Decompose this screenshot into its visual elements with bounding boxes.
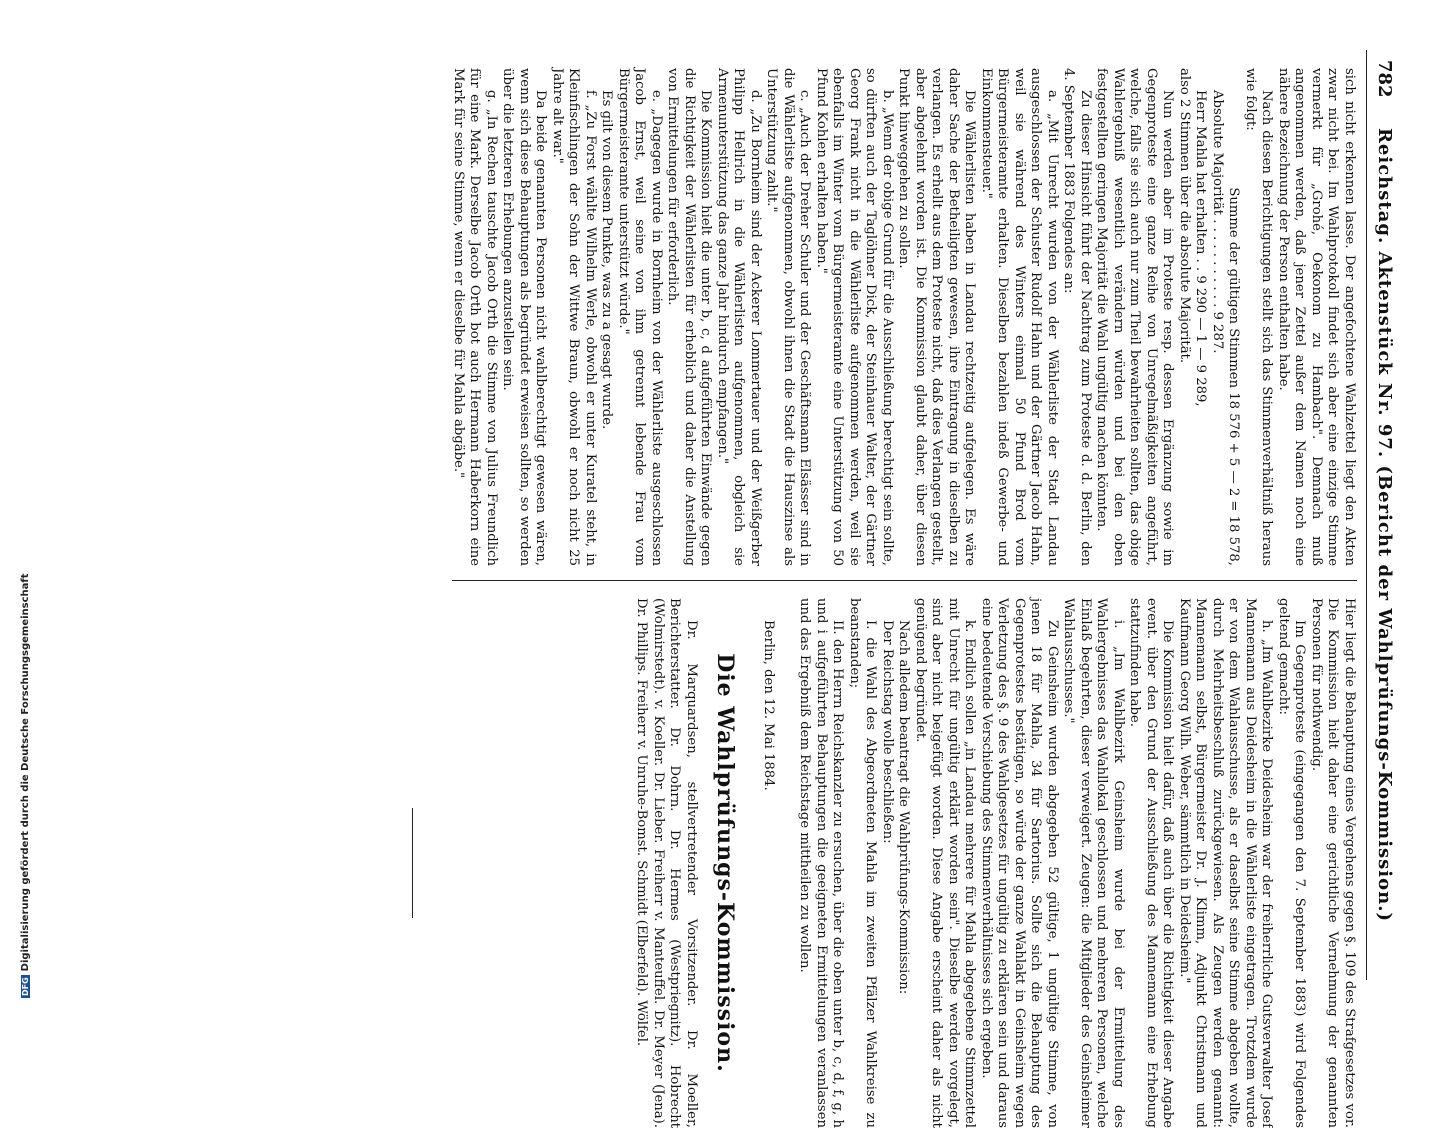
paragraph: Es gilt von diesem Punkte, was zu a gesagt wurde.	[599, 90, 615, 430]
paragraph: sich nicht erkennen lasse. Der angefochtene Wahlzettel liegt den Akten zwar nicht bei. Im Wahlprotokoll findet sich aber eine einzige Stimme vermerkt für „Grohé, Oekonom zu Hambach". Demnach muß angenommen werden, daß jener Zettel außer dem Namen noch eine nähere Bezeichnung der Person enthalten habe.	[1276, 68, 1357, 566]
paragraph: Da beide genannten Personen nicht wahlberechtigt gewesen wären, wenn sich diese Behauptungen als begründet erweisen sollten, so werden über die letzteren Erhebungen anzustellen sein.	[500, 68, 549, 566]
paragraph: Die Kommission hielt dafür, daß auch über die Richtigkeit dieser Angabe event. über den Grund der Ausschließung des Mannemann eine Erhebung stattzufinden habe.	[1127, 598, 1176, 1128]
paragraph: Zu Geinsheim wurden abgegeben 52 gültige, 1 ungültige Stimme, von jenen 18 für Mahla, 34 für Sartorius. Sollte sich die Behauptung des Gegenprotestes bestätigen, so würde der ganze Wahlakt in Geinsheim wegen Verletzung des §. 9 des Wahlgesetzes für ungültig zu erklären sein und daraus eine bedeutende Verschiebung des Stimmenverhältnisses sich ergeben.	[979, 598, 1060, 1128]
paragraph: h. „Im Wahlbezirke Deidesheim war der freiherrliche Gutsverwalter Josef Mannemann aus Deidesheim in die Wählerliste eingetragen. Trotzdem wurde er von dem Wahlausschusse, als er daselbst seine Stimme abgeben wollte, durch Mehrheitsbeschluß zurückgewiesen. Als Zeugen werden genannt: Mannemann selbst, Bürgermeister Dr. J. Klimm, Adjunkt Christmann und Kaufmann Georg Wilh. Weber, sämmtlich in Deidesheim."	[1177, 598, 1275, 1128]
calc-line: Summe der gültigen Stimmen 18 576 + 5 — 2 = 18 578,	[1226, 187, 1242, 566]
paragraph: c. „Auch der Dreher Schuler und der Geschäftsmann Elsässer sind in die Wählerliste aufgenommen, obwohl ihnen die Stadt die Hauszinse als Unterstützung zahlt."	[764, 68, 813, 566]
paragraph: Der Reichstag wolle beschließen:	[880, 620, 895, 844]
resolution-item: I. die Wahl des Abgeordneten Mahla im zweiten Pfälzer Wahlkreise zu beanstanden;	[847, 598, 879, 1128]
paragraph: Nach alledem beantragt die Wahlprüfungs-Kommission:	[896, 620, 912, 995]
left-column	[450, 68, 1358, 566]
page-header	[1365, 60, 1395, 990]
date-line: Berlin, den 12. Mai 1884.	[761, 620, 776, 791]
paragraph: Nun werden aber im Proteste resp. dessen Ergänzung sowie im Gegenproteste eine ganze Reihe von Unregelmäßigkeiten angeführt, welche, falls sie sich auch nur zum Theil bewahrheiten sollten, das obige Wahlergebniß wesentlich verändern würden und bei den oben festgestellten geringen Majorität die Wahl ungültig machen könnten.	[1094, 68, 1176, 566]
paragraph: g. „In Rechen tauschte Jacob Orth die Stimme von Julius Freundlich für eine Mark. Derselbe Jacob Orth bot auch Hermann Haberkorn eine Mark für seine Stimme, wenn er dieselbe für Mahla abgäbe."	[451, 68, 499, 566]
paragraph: i. „Im Wahlbezirk Geinsheim wurde bei der Ermittelung des Wahlergebnisses das Wahllokal geschlossen und mehreren Personen, welche Einlaß begehrten, dieser verweigert. Zeugen: die Mitglieder des Geinsheimer Wahlausschusses."	[1061, 598, 1126, 1128]
footer-credit-text: Digitalisierung gefördert durch die Deutsche Forschungsgemeinschaft	[20, 573, 31, 972]
paragraph: a. „Mit Unrecht wurden von der Wählerliste der Stadt Landau ausgeschlossen der Schuster Rudolf Hahn und der Gärtner Jacob Hahn, weil sie während des Winters einmal 50 Pfund Brod vom Bürgermeisteramte erhalten. Dieselben bezahlen indeß Gewerbe- und Einkommensteuer."	[979, 68, 1060, 566]
paragraph: f. „Zu Forst wählte Wilhelm Werle, obwohl er unter Kuratel steht, in Kleinfischlingen der Sohn der Wittwe Braun, obwohl er noch nicht 25 Jahre alt war."	[550, 68, 598, 566]
paragraph: d. „Zu Bornheim sind der Ackerer Lommertauer und der Weißgerber Philipp Hellrich in die Wählerlisten aufgenommen, obgleich sie Armenunterstützung das ganze Jahr hindurch empfangen."	[715, 68, 763, 566]
paragraph: Hier liegt die Behauptung eines Vergehens gegen §. 109 des Strafgesetzes vor. Die Kommission hielt daher eine gerichtliche Vernehmung der genannten Personen für nothwendig.	[1309, 598, 1357, 1128]
running-title: Reichstag. Aktenstück Nr. 97. (Bericht der Wahlprüfungs-Kommission.)	[1374, 127, 1395, 923]
paragraph: Die Wählerlisten haben in Landau rechtzeitig aufgelegen. Es wäre daher Sache der Betheiligten gewesen, ihre Eintragung in dieselben zu verlangen. Es erhellt aus dem Proteste nicht, daß dies Verlangen gestellt, aber abgelehnt worden ist. Die Kommission glaubt daher, über diesen Punkt hinweggehen zu sollen.	[896, 68, 978, 566]
paragraph: Im Gegenproteste (eingegangen den 7. September 1883) wird Folgendes geltend gemacht:	[1276, 598, 1308, 1128]
calc-line: also 2 Stimmen über die absolute Majorität.	[1177, 68, 1192, 364]
right-column	[412, 598, 1357, 1128]
commission-heading: Die Wahlprüfungs-Kommission.	[712, 653, 739, 1073]
paragraph: b. „Wenn der obige Grund für die Ausschließung berechtigt sein sollte, so dürften auch der Taglöhner Dick, der Steinhauer Walter, der Gärtner Georg Frank nicht in die Wählerliste aufgenommen werden, weil sie ebenfalls im Winter vom Bürgermeisteramte eine Unterstützung von 50 Pfund Kohlen erhalten haben."	[814, 68, 895, 566]
paragraph: k. Endlich sollen „in Landau mehrere für Mahla abgegebene Stimmzettel mit Unrecht für ungültig erklärt worden sein". Dieselbe werden vorgelegt, sind aber nicht beigefügt worden. Diese Angabe erscheint daher als nicht genügend begründet.	[913, 598, 978, 1128]
dfg-logo: DFG	[21, 977, 30, 996]
signatories: Dr. Marquardsen, stellvertretender Vorsitzender. Dr. Moeller, Berichterstatter. Dr. Dohrn. Dr. Hermes (Westpriegnitz). Hobrecht (Wolmirstedt). v. Koeller. Dr. Lieber. Freiherr v. Manteuffel. Dr. Meyer (Jena). Dr. Phillips. Freiherr v. Unruhe-Bomst. Schmidt (Elberfeld). Wölfel.	[634, 598, 699, 1128]
rotated-document	[140, 0, 1405, 1128]
calc-line: Absolute Majorität . . . . . . . . . . . 9 287.	[1210, 90, 1225, 354]
column-divider	[452, 580, 1357, 581]
resolution-item: II. den Herrn Reichskanzler zu ersuchen, über die oben unter b, c, d, f, g, h und i aufgeführten Behauptungen die geeigneten Ermittelungen veranlassen und das Ergebniß dem Reichstage mittheilen zu wollen.	[797, 598, 846, 1128]
footer-strip	[2, 0, 31, 1000]
paragraph: Die Kommission hielt die unter b, c, d aufgeführten Einwände gegen die Richtigkeit der Wählerlisten für erheblich und daher die Anstellung von Ermittelungen für erforderlich.	[665, 68, 714, 566]
header-rule	[1366, 50, 1367, 980]
closing-rule	[412, 808, 413, 918]
footer-credit	[20, 573, 31, 998]
page-number: 782	[1374, 60, 1395, 98]
paragraph: e. „Dagegen wurde in Bornheim von der Wählerliste ausgeschlossen Jacob Ernst, weil seine von ihm getrennt lebende Frau vom Bürgermeisteramte unterstützt würde."	[616, 68, 664, 566]
calc-line: Herr Mahla hat erhalten . . 9 290 — 1 — 9 289,	[1193, 90, 1209, 407]
paragraph: Zu dieser Hinsicht führt der Nachtrag zum Proteste d. d. Berlin, den 4. September 1883 Folgendes an:	[1061, 68, 1093, 566]
paragraph: Nach diesen Berichtigungen stellt sich das Stimmenverhältniß heraus wie folgt:	[1243, 68, 1275, 566]
